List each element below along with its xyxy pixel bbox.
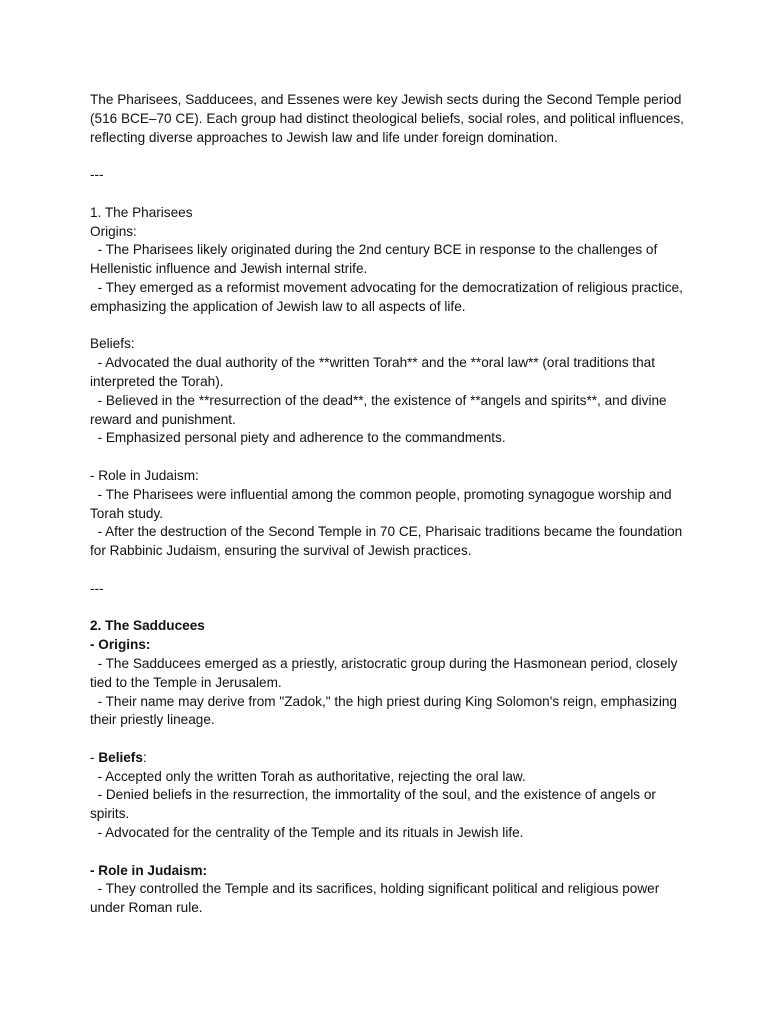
sadducees-beliefs-label: - Beliefs: [90, 749, 147, 765]
section-separator: --- [90, 167, 104, 183]
pharisees-beliefs-label: Beliefs: [90, 336, 135, 352]
sadducees-origins-item: - Their name may derive from "Zadok," the high priest during King Solomon's reign, emphasizing their priestly lineage. [90, 693, 681, 728]
sadducees-origins-item: - The Sadducees emerged as a priestly, aristocratic group during the Hasmonean period, closely tied to the Temple in Jerusalem. [90, 655, 682, 690]
spacer [90, 185, 690, 204]
spacer [90, 448, 690, 467]
sadducees-role-item: - They controlled the Temple and its sacrifices, holding significant political and religious power under Roman rule. [90, 881, 664, 916]
sadducees-beliefs-item: - Accepted only the written Torah as authoritative, rejecting the oral law. [90, 768, 526, 784]
pharisees-role-item: - After the destruction of the Second Temple in 70 CE, Pharisaic traditions became the foundation for Rabbinic Judaism, ensuring the survival of Jewish practices. [90, 524, 686, 559]
pharisees-origins-item: - The Pharisees likely originated during the 2nd century BCE in response to the challenges of Hellenistic influence and Jewish internal strife. [90, 242, 662, 277]
spacer [90, 599, 690, 618]
pharisees-beliefs-item: - Emphasized personal piety and adherence to the commandments. [90, 430, 506, 446]
spacer [90, 730, 690, 749]
document-body [90, 91, 690, 918]
pharisees-role-label: - Role in Judaism: [90, 467, 199, 483]
section-separator: --- [90, 580, 104, 596]
pharisees-origins-label: Origins: [90, 223, 137, 239]
pharisees-heading: 1. The Pharisees [90, 204, 193, 220]
sadducees-heading: 2. The Sadducees [90, 618, 205, 634]
pharisees-role-item: - The Pharisees were influential among the common people, promoting synagogue worship and Torah study. [90, 486, 676, 521]
sadducees-beliefs-item: - Denied beliefs in the resurrection, the immortality of the soul, and the existence of angels or spirits. [90, 787, 660, 822]
pharisees-beliefs-item: - Advocated the dual authority of the **written Torah** and the **oral law** (oral traditions that interpreted the Torah). [90, 355, 659, 389]
spacer [90, 561, 690, 580]
sadducees-role-label: - Role in Judaism: [90, 862, 208, 878]
sadducees-origins-label: - Origins: [90, 637, 151, 653]
spacer [90, 147, 690, 166]
intro-paragraph: The Pharisees, Sadducees, and Essenes were key Jewish sects during the Second Temple period (516 BCE–70 CE). Each group had distinct theological beliefs, social roles, and political influences, reflecting diverse approaches to Jewish law and life under foreign domination. [90, 92, 688, 145]
spacer [90, 843, 690, 862]
pharisees-beliefs-item: - Believed in the **resurrection of the dead**, the existence of **angels and spirits**, and divine reward and punishment. [90, 392, 671, 427]
spacer [90, 317, 690, 336]
sadducees-beliefs-item: - Advocated for the centrality of the Temple and its rituals in Jewish life. [90, 825, 524, 841]
pharisees-origins-item: - They emerged as a reformist movement advocating for the democratization of religious practice, emphasizing the application of Jewish law to all aspects of life. [90, 279, 687, 314]
